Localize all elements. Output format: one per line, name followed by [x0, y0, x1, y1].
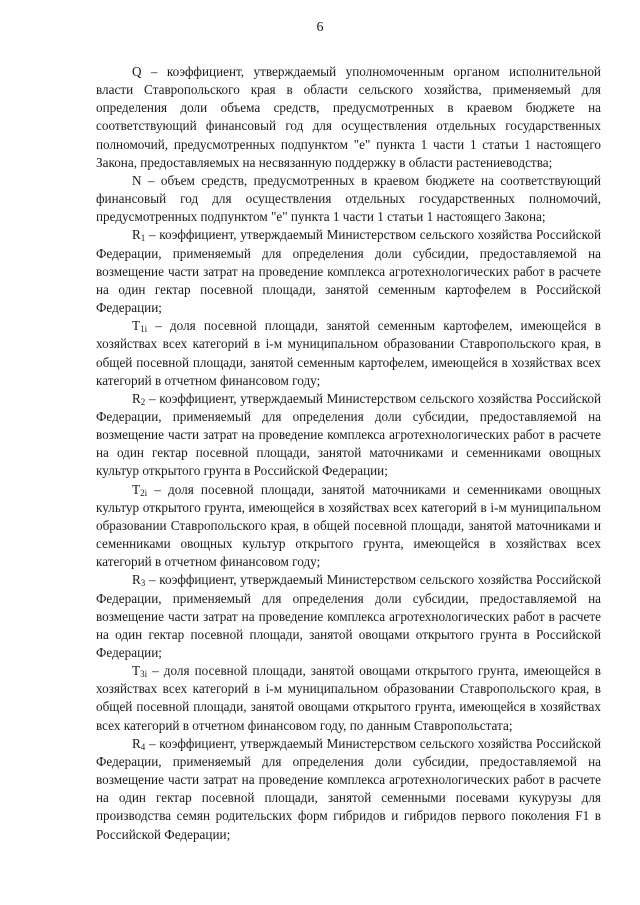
symbol: T	[132, 663, 141, 679]
definition-text: – коэффициент, утверждаемый Министерством сельского хозяйства Российской Федерации, применяемый для определения доли субсидии, предоставляемой на возмещение части затрат на проведение комплекса агротехнологических работ в расчете на один гектар посевной площади, занятой семенными посевами кукурузы для производства семян родительских форм гибридов и гибридов первого поколения F1 в Российской Федерации;	[96, 735, 601, 842]
paragraph-t2i	[96, 481, 601, 572]
paragraph-t1i	[96, 317, 601, 390]
definition-text: – коэффициент, утверждаемый уполномоченным органом исполнительной власти Ставропольского края в области сельского хозяйства, применяемый для определения доли объема средств, предусмотренных в краевом бюджете на соответствующий финансовый год для осуществления отдельных государственных полномочий, предусмотренных подпунктом "е" пункта 1 части 1 статьи 1 настоящего Закона, предоставляемых на несвязанную поддержку в области растениеводства;	[96, 64, 601, 170]
definition-text: – коэффициент, утверждаемый Министерством сельского хозяйства Российской Федерации, применяемый для определения доли субсидии, предоставляемой на возмещение части затрат на проведение комплекса агротехнологических работ в расчете на один гектар посевной площади, занятой маточниками и семенниками овощных культур открытого грунта в Российской Федерации;	[96, 390, 601, 479]
definition-text: – объем средств, предусмотренных в краевом бюджете на соответствующий финансовый год для осуществления отдельных государственных полномочий, предусмотренных подпунктом "е" пункта 1 части 1 статьи 1 настоящего Закона;	[96, 172, 601, 225]
paragraph-t3i	[96, 662, 601, 735]
paragraph-r4	[96, 735, 601, 844]
symbol-subscript: 2	[140, 396, 146, 407]
symbol: R	[132, 390, 141, 406]
definition-text: – доля посевной площади, занятой семенным картофелем, имеющейся в хозяйствах всех категорий в i-м муниципальном образовании Ставропольского края, в общей посевной площади, занятой семенным картофелем, имеющейся в хозяйствах всех категорий в отчетном финансовом году;	[96, 318, 601, 388]
symbol-subscript: 3	[140, 578, 146, 589]
symbol-subscript: 3i	[140, 669, 148, 680]
paragraph-q	[96, 63, 601, 172]
symbol: R	[132, 572, 141, 588]
definition-text: – доля посевной площади, занятой маточниками и семенниками овощных культур открытого грунта, имеющейся в хозяйствах всех категорий в i-м муниципальном образовании Ставропольского края, в общей посевной площади, занятой маточниками и семенниками овощных культур открытого грунта, имеющейся в хозяйствах всех категорий в отчетном финансовом году;	[96, 481, 601, 570]
symbol: T	[132, 318, 141, 334]
definition-text: – доля посевной площади, занятой овощами открытого грунта, имеющейся в хозяйствах всех категорий в i-м муниципальном образовании Ставропольского края, в общей посевной площади, занятой овощами открытого грунта, имеющейся в хозяйствах всех категорий в отчетном финансовом году, по данным Ставропольстата;	[96, 663, 601, 733]
definition-text: – коэффициент, утверждаемый Министерством сельского хозяйства Российской Федерации, применяемый для определения доли субсидии, предоставляемой на возмещение части затрат на проведение комплекса агротехнологических работ в расчете на один гектар посевной площади, занятой семенным картофелем в Российской Федерации;	[96, 227, 601, 316]
symbol: Q	[132, 64, 142, 79]
symbol-subscript: 1i	[140, 324, 148, 335]
page-number: 6	[316, 20, 324, 35]
symbol-subscript: 2i	[140, 487, 148, 498]
symbol-subscript: 1	[140, 233, 146, 244]
symbol: R	[132, 735, 141, 751]
symbol-subscript: 4	[140, 741, 146, 752]
symbol: N	[132, 172, 142, 188]
body-text	[96, 63, 601, 844]
paragraph-r2	[96, 390, 601, 481]
paragraph-r3	[96, 571, 601, 662]
definition-text: – коэффициент, утверждаемый Министерством сельского хозяйства Российской Федерации, применяемый для определения доли субсидии, предоставляемой на возмещение части затрат на проведение комплекса агротехнологических работ в расчете на один гектар посевной площади, занятой овощами открытого грунта в Российской Федерации;	[96, 572, 601, 660]
symbol: T	[132, 481, 141, 497]
paragraph-r1	[96, 226, 601, 317]
symbol: R	[132, 227, 141, 243]
paragraph-n	[96, 172, 601, 226]
